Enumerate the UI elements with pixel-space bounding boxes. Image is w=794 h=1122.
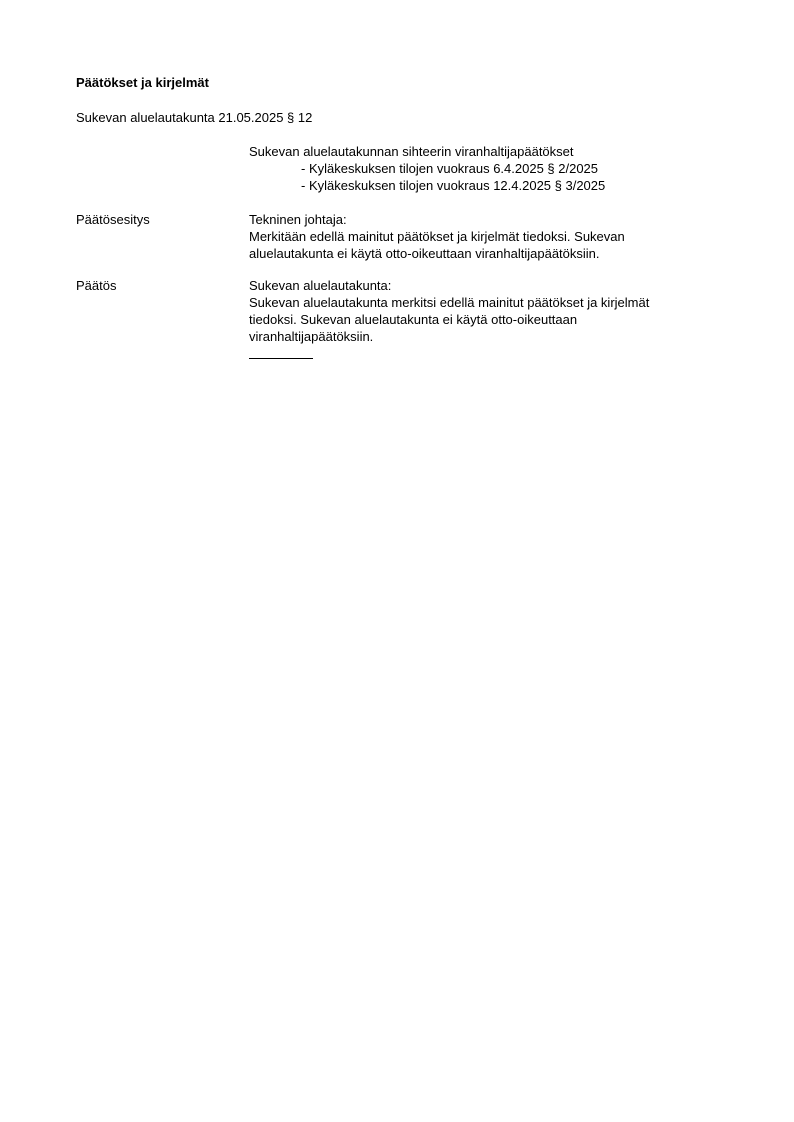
proposal-label: Päätösesitys [76,212,150,227]
decision-body: Sukevan aluelautakunta: [249,278,392,293]
decision-text-line: Sukevan aluelautakunta merkitsi edellä mainitut päätökset ja kirjelmät [249,295,650,310]
intro-item: - Kyläkeskuksen tilojen vuokraus 6.4.2025 § 2/2025 [301,161,599,176]
intro-heading: Sukevan aluelautakunnan sihteerin viranhaltijapäätökset [249,144,574,159]
decision-label: Päätös [76,278,117,293]
intro-block [249,143,605,194]
decision-text-line: tiedoksi. Sukevan aluelautakunta ei käytä otto-oikeuttaan [249,312,578,327]
closing-rule [249,358,313,359]
intro-item: - Kyläkeskuksen tilojen vuokraus 12.4.2025 § 3/2025 [301,178,606,193]
proposal-text-line: Merkitään edellä mainitut päätökset ja kirjelmät tiedoksi. Sukevan [249,229,625,244]
page-title: Päätökset ja kirjelmät [76,75,209,90]
proposal-text-line: aluelautakunta ei käytä otto-oikeuttaan viranhaltijapäätöksiin. [249,246,600,261]
decision-block [249,277,649,345]
proposal-presenter: Tekninen johtaja: [249,212,347,227]
meeting-reference: Sukevan aluelautakunta 21.05.2025 § 12 [76,110,313,125]
proposal-block [249,211,625,262]
decision-text-line: viranhaltijapäätöksiin. [249,329,374,344]
